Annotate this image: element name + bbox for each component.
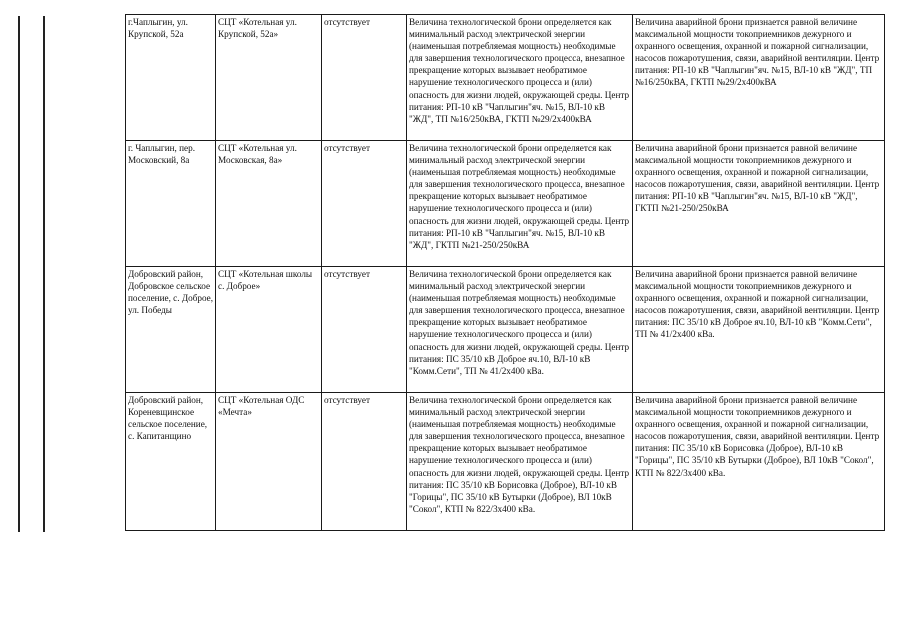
emergency-reserve-cell: Величина аварийной брони признается равной величине максимальной мощности токоприемников дежурного и охранного освещения, охранной и пожарной сигнализации, насосов пожаротушения, связи, аварийной вентиляции. Центр питания: РП-10 кВ "Чаплыгин"яч. №15, ВЛ-10 кВ "ЖД", ТП №16/250кВА, ГКТП №29/2х400кВА xyxy=(633,15,885,141)
status-cell: отсутствует xyxy=(322,267,407,393)
table-row xyxy=(126,393,885,531)
object-cell: СЦТ «Котельная ОДС «Мечта» xyxy=(216,393,322,531)
status-cell: отсутствует xyxy=(322,393,407,531)
status-cell: отсутствует xyxy=(322,141,407,267)
emergency-reserve-cell: Величина аварийной брони признается равной величине максимальной мощности токоприемников дежурного и охранного освещения, охранной и пожарной сигнализации, насосов пожаротушения, связи, аварийной вентиляции. Центр питания: ПС 35/10 кВ Доброе яч.10, ВЛ-10 кВ "Комм.Сети", ТП № 41/2х400 кВа. xyxy=(633,267,885,393)
left-margin-line-2 xyxy=(43,16,45,532)
location-cell: г. Чаплыгин, пер. Московский, 8а xyxy=(126,141,216,267)
tech-reserve-cell: Величина технологической брони определяется как минимальный расход электрической энергии (наименьшая потребляемая мощность) необходимые для завершения технологического процесса, внезапное прекращение которых вызывает необратимое нарушение технологического процесса и (или) опасность для жизни людей, окружающей среды. Центр питания: ПС 35/10 кВ Борисовка (Доброе), ВЛ-10 кВ "Горицы", ПС 35/10 кВ Бутырки (Доброе), ВЛ 10кВ "Сокол", КТП № 822/3х400 кВа. xyxy=(407,393,633,531)
left-margin-line-1 xyxy=(18,16,20,532)
location-cell: Добровский район, Добровское сельское поселение, с. Доброе, ул. Победы xyxy=(126,267,216,393)
table-row xyxy=(126,15,885,141)
power-reserve-table xyxy=(125,14,885,531)
emergency-reserve-cell: Величина аварийной брони признается равной величине максимальной мощности токоприемников дежурного и охранного освещения, охранной и пожарной сигнализации, насосов пожаротушения, связи, аварийной вентиляции. Центр питания: ПС 35/10 кВ Борисовка (Доброе), ВЛ-10 кВ "Горицы", ПС 35/10 кВ Бутырки (Доброе), ВЛ 10кВ "Сокол", КТП № 822/3х400 кВа. xyxy=(633,393,885,531)
tech-reserve-cell: Величина технологической брони определяется как минимальный расход электрической энергии (наименьшая потребляемая мощность) необходимые для завершения технологического процесса, внезапное прекращение которых вызывает необратимое нарушение технологического процесса и (или) опасность для жизни людей, окружающей среды. Центр питания: ПС 35/10 кВ Доброе яч.10, ВЛ-10 кВ "Комм.Сети", ТП № 41/2х400 кВа. xyxy=(407,267,633,393)
tech-reserve-cell: Величина технологической брони определяется как минимальный расход электрической энергии (наименьшая потребляемая мощность) необходимые для завершения технологического процесса, внезапное прекращение которых вызывает необратимое нарушение технологического процесса и (или) опасность для жизни людей, окружающей среды. Центр питания: РП-10 кВ "Чаплыгин"яч. №15, ВЛ-10 кВ "ЖД", ТП №16/250кВА, ГКТП №29/2х400кВА xyxy=(407,15,633,141)
location-cell: Добровский район, Кореневщинское сельское поселение, с. Капитанщино xyxy=(126,393,216,531)
object-cell: СЦТ «Котельная ул. Крупской, 52а» xyxy=(216,15,322,141)
table-row xyxy=(126,267,885,393)
location-cell: г.Чаплыгин, ул. Крупской, 52а xyxy=(126,15,216,141)
emergency-reserve-cell: Величина аварийной брони признается равной величине максимальной мощности токоприемников дежурного и охранного освещения, охранной и пожарной сигнализации, насосов пожаротушения, связи, аварийной вентиляции. Центр питания: РП-10 кВ "Чаплыгин"яч. №15, ВЛ-10 кВ "ЖД", ГКТП №21-250/250кВА xyxy=(633,141,885,267)
tech-reserve-cell: Величина технологической брони определяется как минимальный расход электрической энергии (наименьшая потребляемая мощность) необходимые для завершения технологического процесса, внезапное прекращение которых вызывает необратимое нарушение технологического процесса и (или) опасность для жизни людей, окружающей среды. Центр питания: РП-10 кВ "Чаплыгин"яч. №15, ВЛ-10 кВ "ЖД", ГКТП №21-250/250кВА xyxy=(407,141,633,267)
object-cell: СЦТ «Котельная школы с. Доброе» xyxy=(216,267,322,393)
object-cell: СЦТ «Котельная ул. Московская, 8а» xyxy=(216,141,322,267)
table-row xyxy=(126,141,885,267)
status-cell: отсутствует xyxy=(322,15,407,141)
